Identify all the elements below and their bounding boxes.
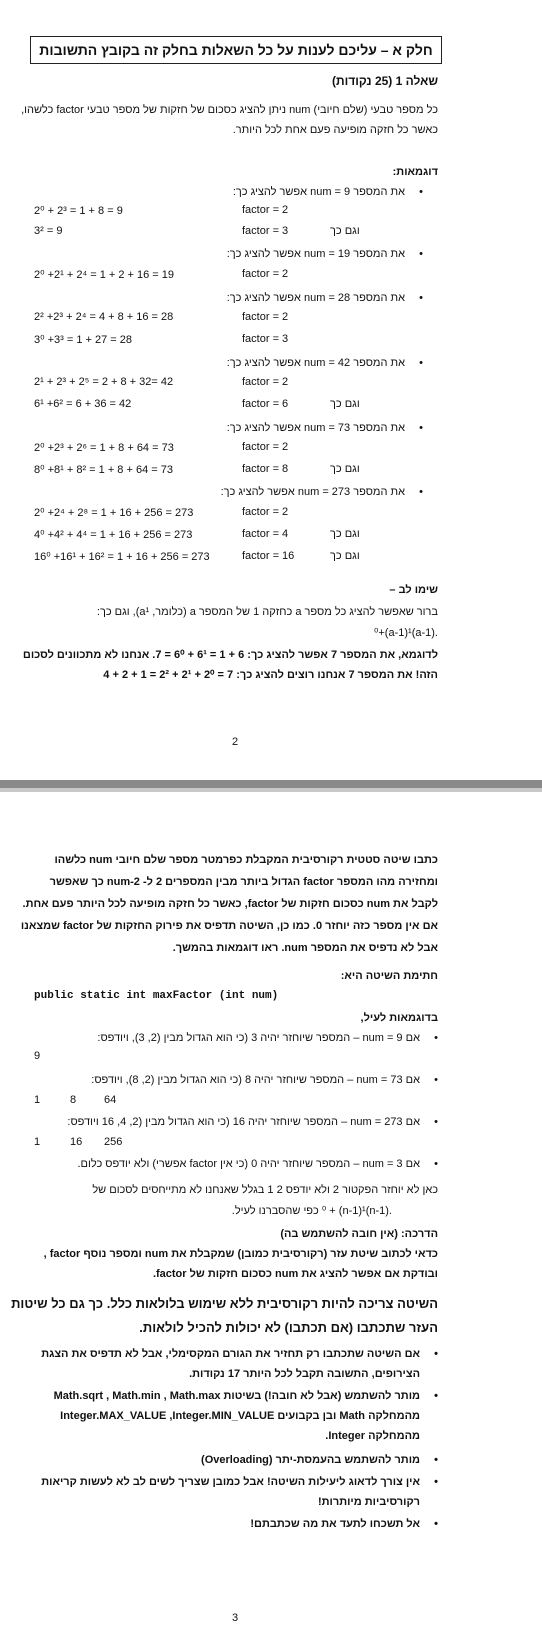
factor-label: factor = 3 [242,225,289,237]
example-formula: 2⁰ +2¹ + 2⁴ = 1 + 2 + 16 = 19 [34,269,175,281]
hint-line-2: ובודקת אם אפשר להציג את num כסכום חזקות של factor. [152,1268,438,1280]
factor-label: factor = 2 [242,376,289,388]
example-formula: 2¹ + 2³ + 2⁵ = 2 + 8 + 32= 42 [34,376,174,388]
factor-label: factor = 16 [242,550,295,562]
example-formula: 8⁰ +8¹ + 8² = 1 + 8 + 64 = 73 [34,464,173,476]
bullet-2-line-3: מהמחלקה Integer. [325,1430,420,1442]
output-value: 64 [104,1094,117,1106]
example-formula: 2⁰ + 2³ = 1 + 8 = 9 [34,205,123,217]
example-row-42: • את המספר num = 42 אפשר להציג כך: [227,357,405,369]
method-signature: public static int maxFactor (int num) [34,990,279,1002]
examples-title: דוגמאות: [392,166,438,178]
task-line-2: ומחזירה מהו המספר factor הגדול ביותר מבין המספרים 2 ל- num-2 כך שאפשר [49,876,438,888]
note-line-4: הזה! את המספר 7 אנחנו רוצים להציג כך: 7 = 2⁰ + 2¹ + 2² = 1 + 2 + 4 [103,669,438,681]
example-row-19: • את המספר num = 19 אפשר להציג כך: [227,248,405,260]
example-row-28: • את המספר num = 28 אפשר להציג כך: [227,292,405,304]
note-line-1: ברור שאפשר להציג כל מספר a כחזקה 1 של המספר a (כלומר, a¹), וגם כך: [96,606,438,618]
example-73: • אם num = 73 – המספר שיוחזר יהיה 8 (כי הוא הגדול מבין (2, 8), ויודפס: [91,1074,420,1086]
bullet-2-line-1: • מותר להשתמש (אבל לא חובה!) בשיטות Math.sqrt , Math.min , Math.max [54,1390,420,1402]
example-273: • אם num = 273 – המספר שיוחזר יהיה 16 (כי הוא הגדול מבין (2, 4, 16 ויודפס: [67,1116,420,1128]
examples-intro: בדוגמאות לעיל, [360,1012,438,1024]
note-line-3: לדוגמא, את המספר 7 אפשר להציג כך: 6 + 1 = 6¹ + 6⁰ = 7. אנחנו לא מתכוונים לסכום [22,649,438,661]
task-line-3: לקבל את num כסכום חזקות של factor, כאשר כל חזקה מופיעה לכל היותר פעם אחת. [22,898,438,910]
example-3-note-1: כאן לא יוחזר הפקטור 2 ולא יודפס 2 1 בגלל שאנחנו לא מתייחסים לסכום של [92,1184,438,1196]
task-line-5: אבל לא נדפיס את המספר num. ראו דוגמאות בהמשך. [172,942,438,954]
bullet-4-line-2: רקורסיביות מיותרות! [317,1496,420,1508]
bullet-4-line-1: • אין צורך לדאוג ליעילות השיטה! אבל כמובן שצריך לשים לב לא לעשות קריאות [41,1476,420,1488]
question-title: שאלה 1 (25 נקודות) [331,74,438,88]
example-formula: 3⁰ +3³ = 1 + 27 = 28 [34,334,132,346]
section-header: חלק א – עליכם לענות על כל השאלות בחלק זה בקובץ התשובות [30,36,442,64]
output-value: 9 [34,1050,41,1062]
hint-title: הדרכה: (אין חובה להשתמש בה) [280,1228,438,1240]
note-title: שימו לב – [389,584,438,596]
output-value: 256 [104,1136,123,1148]
and-also: וגם כך [330,550,360,562]
factor-label: factor = 2 [242,441,289,453]
factor-label: factor = 6 [242,398,289,410]
bullet-1-line-2: הצירופים, התשובה תקבל לכל היותר 17 נקודות. [189,1368,420,1380]
bullet-3: • מותר להשתמש בהעמסת-יתר (Overloading) [201,1454,420,1466]
and-also: וגם כך [330,225,360,237]
factor-label: factor = 8 [242,463,289,475]
bullet-5: • אל תשכחו לתעד את מה שכתבתם! [250,1518,420,1530]
example-formula: 3² = 9 [34,225,63,237]
and-also: וגם כך [330,528,360,540]
factor-label: factor = 2 [242,204,289,216]
example-row-273: • את המספר num = 273 אפשר להציג כך: [221,486,405,498]
and-also: וגם כך [330,463,360,475]
output-value: 8 [70,1094,77,1106]
output-value: 1 [34,1094,41,1106]
rule-line-2: העזר שתכתבו (אם תכתבו) לא יכולות להכיל לולאות. [139,1320,438,1335]
intro-line-2: כאשר כל חזקה מופיעה פעם אחת לכל היותר. [232,124,438,136]
page-number: 3 [232,1612,239,1624]
intro-line-1: כל מספר טבעי (שלם חיובי) num ניתן להציג כסכום של חזקות של מספר טבעי factor כלשהו, [21,104,438,116]
example-formula: 6¹ +6² = 6 + 36 = 42 [34,398,132,410]
example-formula: 16⁰ +16¹ + 16² = 1 + 16 + 256 = 273 [34,551,210,563]
example-row-9: • את המספר num = 9 אפשר להציג כך: [233,186,405,198]
signature-title: חתימת השיטה היא: [340,970,438,982]
page-2 [0,792,542,1632]
hint-line-1: כדאי לכתוב שיטת עזר (רקורסיבית כמובן) שמקבלת את num ומספר נוסף factor , [43,1248,438,1260]
example-9: • אם num = 9 – המספר שיוחזר יהיה 3 (כי הוא הגדול מבין (2, 3), ויודפס: [97,1032,420,1044]
factor-label: factor = 2 [242,311,289,323]
example-3: • אם num = 3 – המספר שיוחזר יהיה 0 (כי אין factor אפשרי) ולא יודפס כלום. [77,1158,420,1170]
factor-label: factor = 2 [242,506,289,518]
example-formula: 2² +2³ + 2⁴ = 4 + 8 + 16 = 28 [34,311,174,323]
output-value: 1 [34,1136,41,1148]
example-formula: 2⁰ +2⁴ + 2⁸ = 1 + 16 + 256 = 273 [34,507,194,519]
task-line-4: אם אין מספר כזה יוחזר 0. כמו כן, השיטה תדפיס את פירוק החזקות של factor שמצאנו [20,920,438,932]
and-also: וגם כך [330,398,360,410]
factor-label: factor = 4 [242,528,289,540]
bullet-1-line-1: • אם השיטה שתכתבו רק תחזיר את הגורם המקסימלי, אבל לא תדפיס את הצגת [41,1348,420,1360]
bullet-2-line-2: מהמחלקה Math ובן בקבועים Integer.MAX_VALUE ,Integer.MIN_VALUE [60,1410,420,1422]
output-value: 16 [70,1136,83,1148]
factor-label: factor = 2 [242,268,289,280]
example-formula: 2⁰ +2³ + 2⁶ = 1 + 8 + 64 = 73 [34,442,174,454]
example-row-73: • את המספר num = 73 אפשר להציג כך: [227,422,405,434]
page-number: 2 [232,736,239,748]
task-line-1: כתבו שיטה סטטית רקורסיבית המקבלת כפרמטר מספר שלם חיובי num כלשהו [54,854,438,866]
page-1 [0,0,542,780]
factor-label: factor = 3 [242,333,289,345]
page-separator [0,780,542,788]
note-line-2: .(a-1)⁰+(a-1)¹ [373,627,438,639]
rule-line-1: השיטה צריכה להיות רקורסיבית ללא שימוש בלולאות כלל. כך גם כל שיטות [11,1296,438,1311]
example-formula: 4⁰ +4² + 4⁴ = 1 + 16 + 256 = 273 [34,529,193,541]
example-3-note-2: .(n-1)⁰ + (n-1)¹ כפי שהסברנו לעיל. [231,1205,392,1217]
